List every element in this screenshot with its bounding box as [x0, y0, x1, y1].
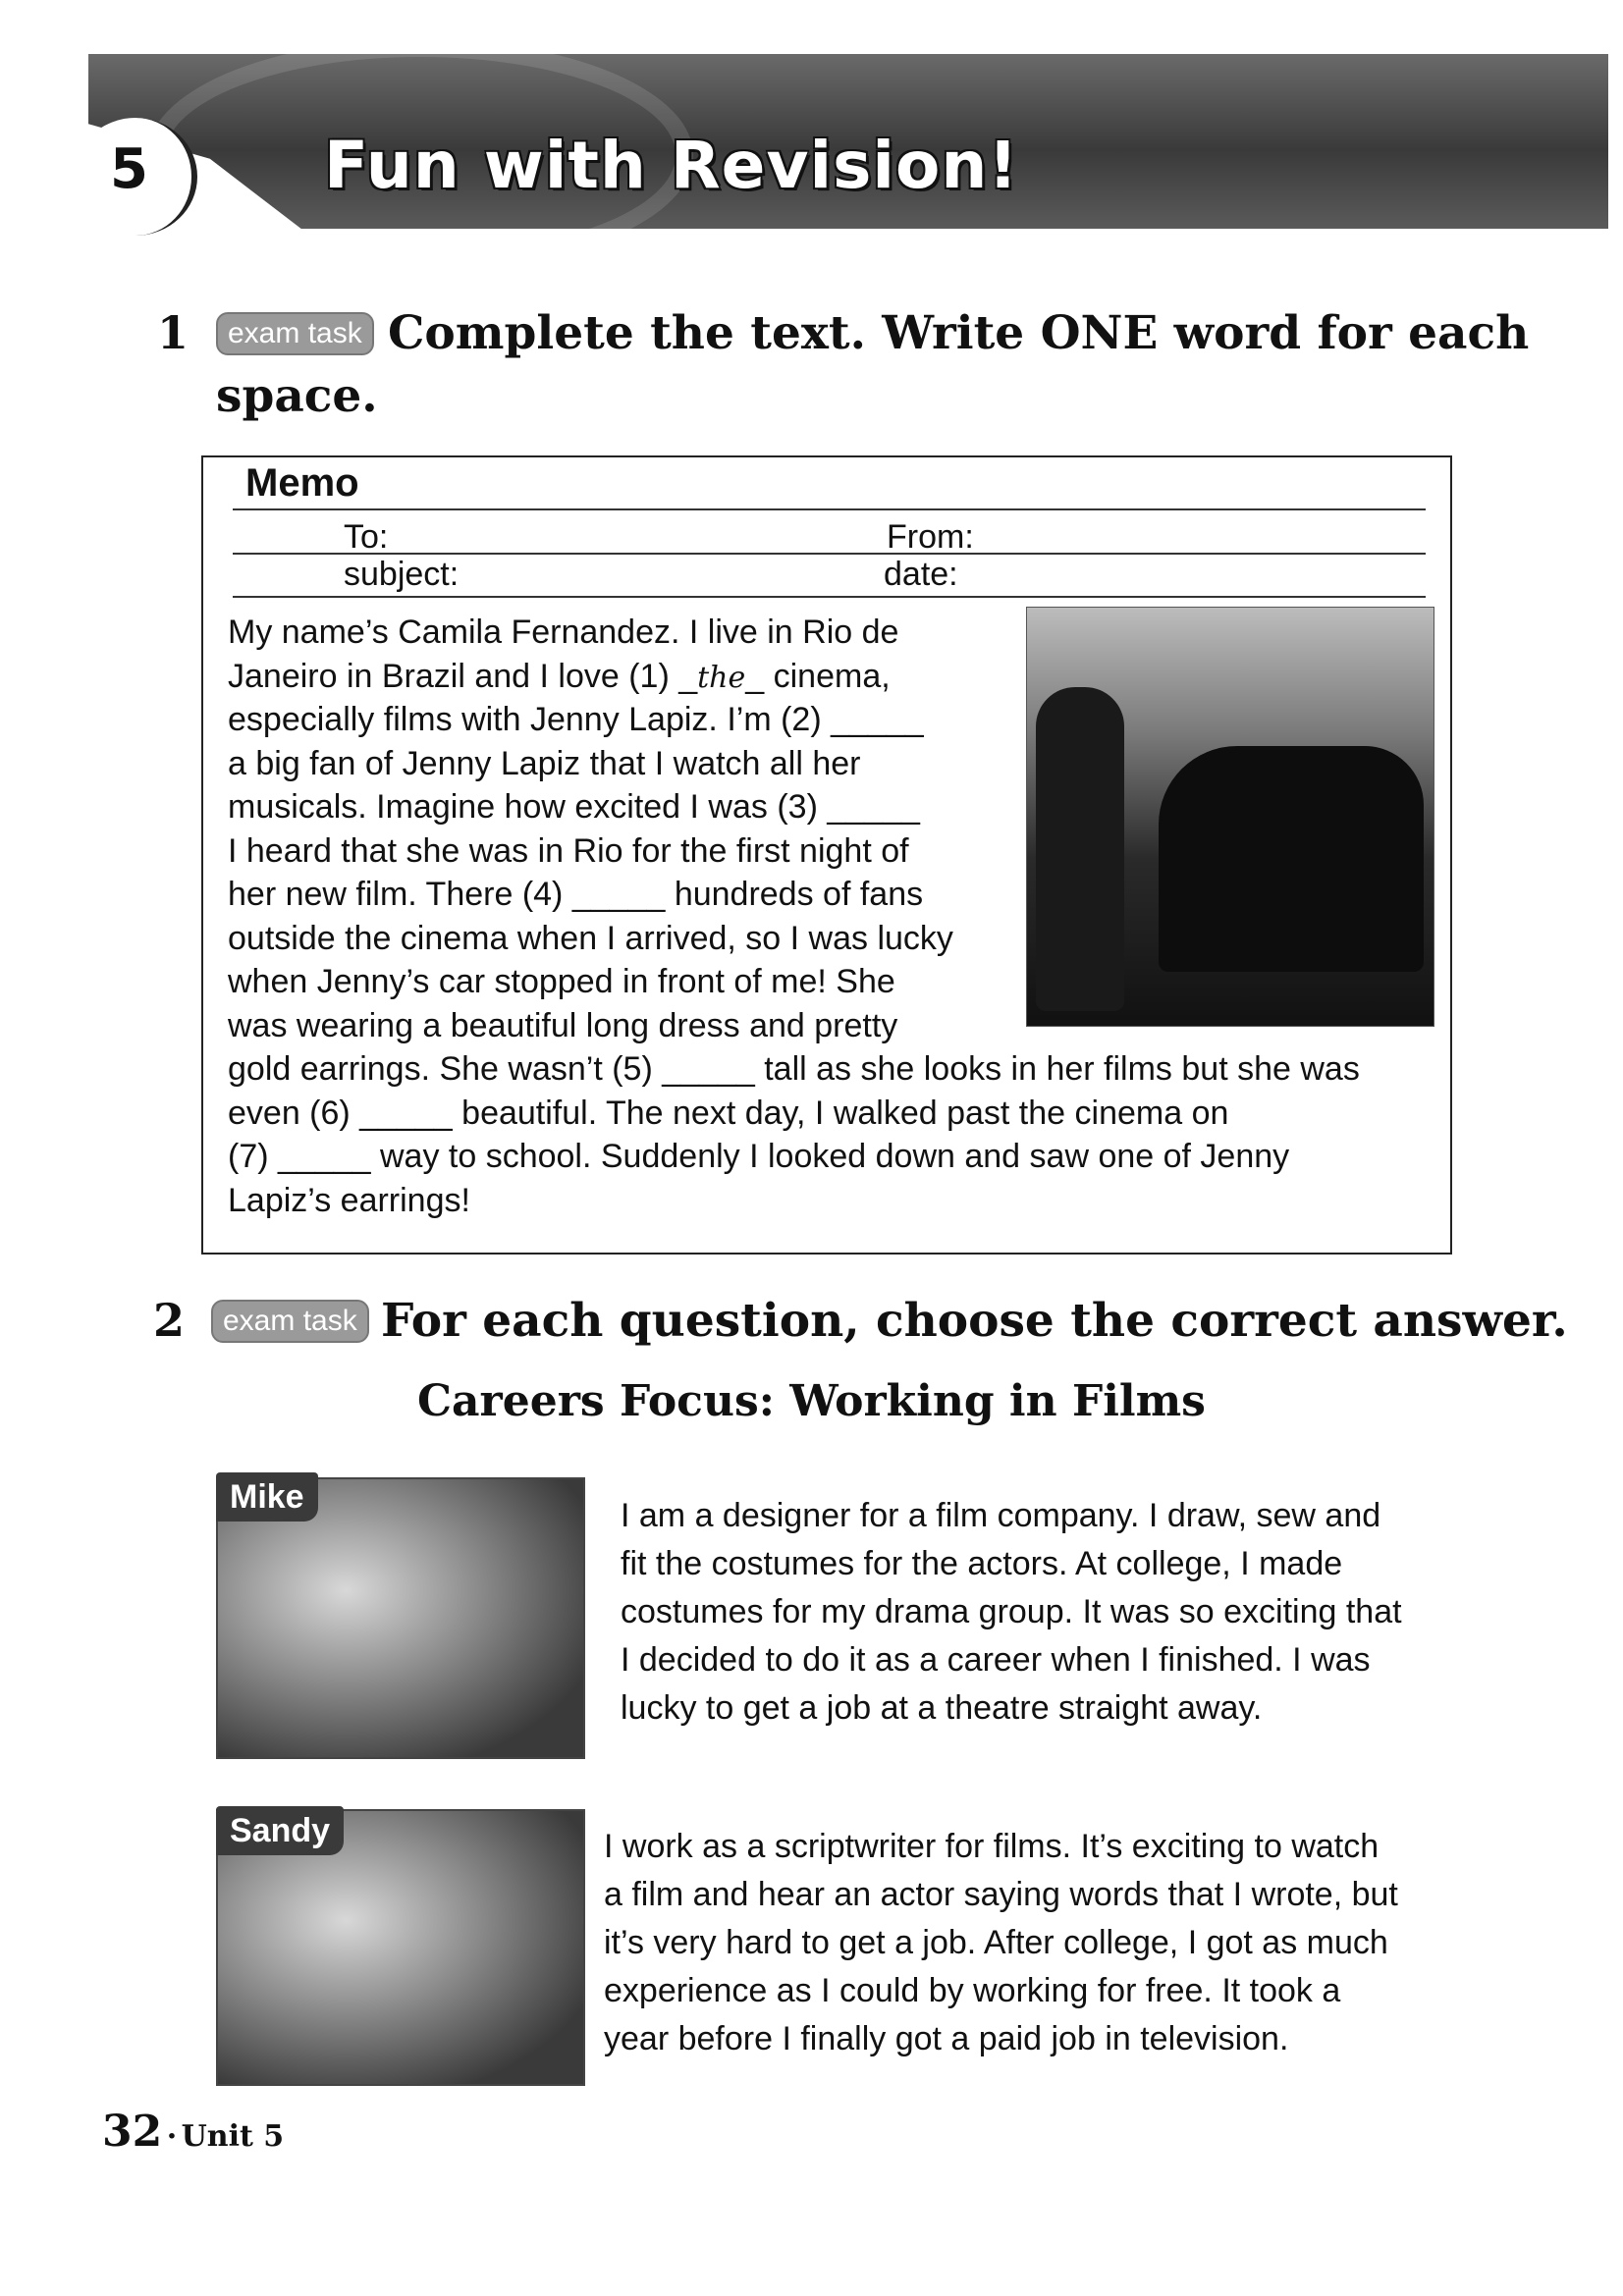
memo-line: even (6) _____ beautiful. The next day, I walked past the cinema on: [228, 1094, 1229, 1132]
sandy-text-line: year before I finally got a paid job in television.: [604, 2020, 1289, 2057]
page-footer: [102, 2107, 284, 2157]
careers-title: Careers Focus: Working in Films: [417, 1376, 1206, 1426]
task-1-exam-tag: exam task: [216, 312, 374, 355]
task-1-number: 1: [157, 306, 189, 359]
memo-line-part: _ cinema,: [745, 657, 891, 695]
mike-text: [621, 1492, 1435, 1733]
memo-to-label: To:: [344, 518, 389, 556]
task-1-instruction-line1: Complete the text. Write ONE word for each: [388, 306, 1530, 360]
memo-date-label: date:: [884, 556, 958, 593]
sandy-text: [604, 1823, 1448, 2063]
footer-separator: ·: [166, 2119, 178, 2154]
memo-line-part: Janeiro in Brazil and I love (1) _: [228, 657, 698, 695]
memo-line: especially films with Jenny Lapiz. I’m (2) _____: [228, 701, 924, 738]
sandy-text-line: I work as a scriptwriter for films. It’s exciting to watch: [604, 1828, 1380, 1865]
memo-line: My name’s Camila Fernandez. I live in Rio de: [228, 614, 899, 651]
memo-from-label: From:: [887, 518, 974, 556]
mike-text-line: I decided to do it as a career when I finished. I was: [621, 1641, 1371, 1679]
footer-unit-label: Unit 5: [181, 2119, 285, 2154]
sandy-text-line: a film and hear an actor saying words that I wrote, but: [604, 1876, 1398, 1913]
task-2-instruction: For each question, choose the correct answer.: [381, 1294, 1568, 1348]
memo-line: (7) _____ way to school. Suddenly I looked down and saw one of Jenny: [228, 1138, 1290, 1175]
task-2-number: 2: [153, 1294, 186, 1347]
memo-line: a big fan of Jenny Lapiz that I watch all her: [228, 744, 861, 782]
memo-line-with-answer: [228, 655, 1445, 699]
sandy-name-tag: Sandy: [216, 1806, 344, 1855]
memo-rule-top: [233, 508, 1426, 510]
unit-number: 5: [110, 137, 148, 201]
memo-line: musicals. Imagine how excited I was (3) _____: [228, 788, 920, 826]
mike-name-tag: Mike: [216, 1472, 318, 1522]
task-2-exam-tag: exam task: [211, 1300, 369, 1343]
mike-text-line: lucky to get a job at a theatre straight away.: [621, 1689, 1263, 1727]
page-title: Fun with Revision!: [324, 128, 1019, 203]
handwritten-answer: the: [697, 660, 746, 695]
memo-rule-subject: [233, 596, 1426, 598]
memo-text: [228, 611, 1445, 1222]
memo-line: gold earrings. She wasn’t (5) _____ tall as she looks in her films but she was: [228, 1050, 1360, 1088]
mike-text-line: costumes for my drama group. It was so exciting that: [621, 1593, 1402, 1630]
sandy-text-line: it’s very hard to get a job. After college, I got as much: [604, 1924, 1388, 1961]
memo-subject-label: subject:: [344, 556, 460, 593]
page-number: 32: [102, 2107, 163, 2157]
memo-line: Lapiz’s earrings!: [228, 1181, 470, 1219]
memo-line: when Jenny’s car stopped in front of me! She: [228, 963, 895, 1000]
memo-title: Memo: [245, 461, 359, 505]
memo-line: I heard that she was in Rio for the first night of: [228, 831, 909, 870]
memo-line: outside the cinema when I arrived, so I was lucky: [228, 919, 953, 957]
memo-line: her new film. There (4) _____ hundreds of fans: [228, 876, 924, 913]
memo-rule-to: [233, 553, 1426, 555]
mike-text-line: fit the costumes for the actors. At college, I made: [621, 1545, 1343, 1582]
memo-line: was wearing a beautiful long dress and pretty: [228, 1006, 898, 1044]
mike-text-line: I am a designer for a film company. I draw, sew and: [621, 1497, 1381, 1534]
sandy-text-line: experience as I could by working for free. It took a: [604, 1972, 1341, 2009]
task-1-instruction-line2: space.: [216, 369, 378, 423]
